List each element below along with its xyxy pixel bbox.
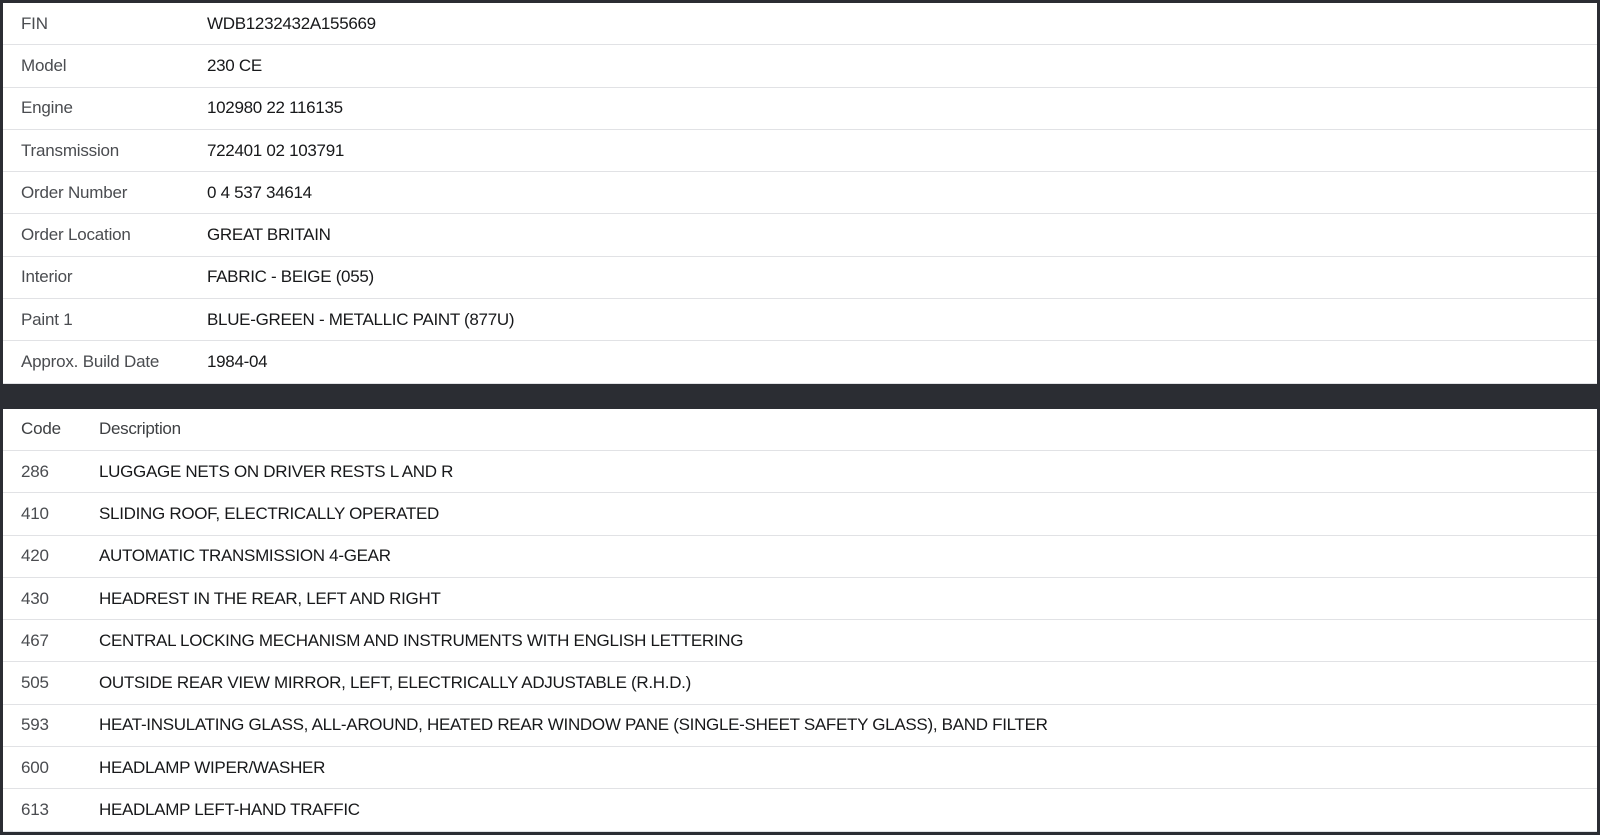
field-value: 230 CE — [207, 55, 262, 75]
field-value: 722401 02 103791 — [207, 140, 345, 160]
equipment-description: HEAT-INSULATING GLASS, ALL-AROUND, HEATED REAR WINDOW PANE (SINGLE-SHEET SAFETY GLASS), BAND FILTER — [99, 715, 1048, 735]
field-value: GREAT BRITAIN — [207, 225, 331, 245]
table-row — [3, 172, 1597, 214]
field-label: FIN — [21, 13, 48, 33]
equipment-codes-table — [3, 409, 1597, 832]
field-label: Order Number — [21, 182, 128, 202]
table-row — [3, 536, 1597, 578]
equipment-description: HEADLAMP LEFT-HAND TRAFFIC — [99, 799, 360, 819]
table-row — [3, 747, 1597, 789]
field-label: Engine — [21, 98, 73, 118]
table-row — [3, 578, 1597, 620]
field-value: 1984-04 — [207, 352, 268, 372]
equipment-code: 410 — [21, 503, 49, 523]
field-label: Order Location — [21, 225, 131, 245]
field-label: Interior — [21, 267, 73, 287]
equipment-code: 420 — [21, 546, 49, 566]
table-row — [3, 451, 1597, 493]
equipment-code: 467 — [21, 630, 49, 650]
field-label: Transmission — [21, 140, 120, 160]
table-row — [3, 88, 1597, 130]
equipment-description: HEADLAMP WIPER/WASHER — [99, 757, 326, 777]
equipment-description: OUTSIDE REAR VIEW MIRROR, LEFT, ELECTRICALLY ADJUSTABLE (R.H.D.) — [99, 673, 691, 693]
table-row — [3, 493, 1597, 535]
table-row — [3, 620, 1597, 662]
equipment-code: 600 — [21, 757, 49, 777]
code-column-header: Code — [21, 419, 61, 439]
description-column-header: Description — [99, 419, 181, 439]
table-row — [3, 130, 1597, 172]
field-value: 102980 22 116135 — [207, 98, 343, 118]
equipment-description: LUGGAGE NETS ON DRIVER RESTS L AND R — [99, 461, 454, 481]
equipment-description: AUTOMATIC TRANSMISSION 4-GEAR — [99, 546, 391, 566]
equipment-description: SLIDING ROOF, ELECTRICALLY OPERATED — [99, 503, 439, 523]
field-label: Approx. Build Date — [21, 352, 160, 372]
equipment-code: 613 — [21, 799, 49, 819]
equipment-description: HEADREST IN THE REAR, LEFT AND RIGHT — [99, 588, 441, 608]
field-label: Paint 1 — [21, 309, 73, 329]
table-header-row — [3, 409, 1597, 451]
field-value: BLUE-GREEN - METALLIC PAINT (877U) — [207, 309, 515, 329]
table-row — [3, 3, 1597, 45]
field-value: 0 4 537 34614 — [207, 182, 312, 202]
equipment-code: 505 — [21, 673, 49, 693]
field-label: Model — [21, 55, 67, 75]
equipment-code: 430 — [21, 588, 49, 608]
table-row — [3, 45, 1597, 87]
field-value: FABRIC - BEIGE (055) — [207, 267, 374, 287]
table-row — [3, 214, 1597, 256]
equipment-description: CENTRAL LOCKING MECHANISM AND INSTRUMENTS WITH ENGLISH LETTERING — [99, 630, 744, 650]
table-row — [3, 299, 1597, 341]
field-value: WDB1232432A155669 — [207, 13, 376, 33]
table-row — [3, 257, 1597, 299]
table-row — [3, 341, 1597, 383]
equipment-code: 593 — [21, 715, 49, 735]
table-row — [3, 662, 1597, 704]
equipment-code: 286 — [21, 461, 49, 481]
vehicle-info-table — [3, 3, 1597, 384]
table-row — [3, 705, 1597, 747]
section-divider — [3, 384, 1597, 409]
table-row — [3, 789, 1597, 831]
